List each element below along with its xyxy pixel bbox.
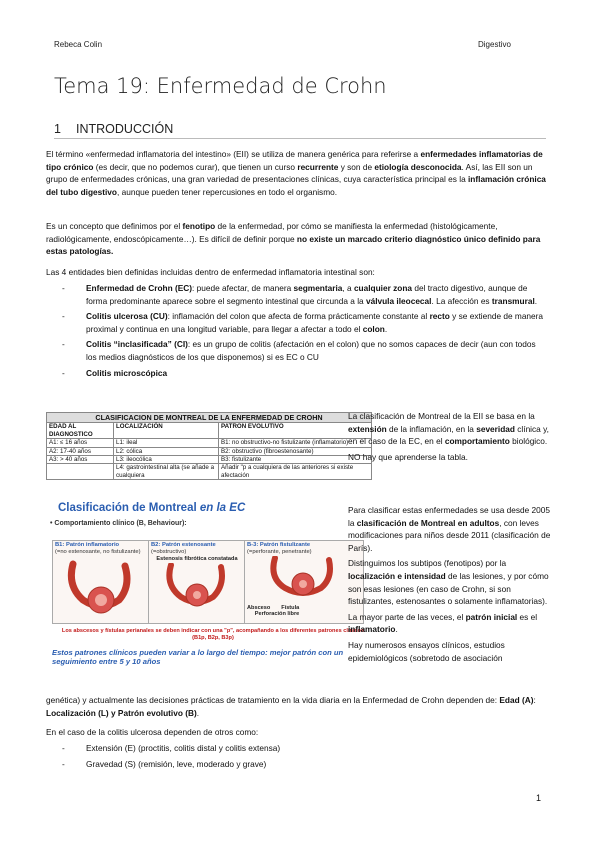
colon-stenosis-icon	[149, 563, 245, 609]
cu-list	[62, 742, 548, 773]
list-item: - Extensión (E) (proctitis, colitis distal y colitis extensa)	[62, 742, 548, 755]
table-cell: Añadir "p a cualquiera de las anteriores si existe afectación	[219, 464, 372, 480]
table-row	[47, 456, 372, 464]
panel-b3: B-3: Patrón fistulizante (=perforante, penetrante) Absceso Fístula Perforación libre	[244, 540, 364, 624]
figure-subtitle: • Comportamiento clínico (B, Behaviour):	[50, 520, 187, 527]
montreal-table	[46, 412, 372, 480]
table-caption: CLASIFICACION DE MONTREAL DE LA ENFERMEDAD DE CROHN	[46, 412, 372, 422]
table-row	[47, 439, 372, 447]
list-item: - Enfermedad de Crohn (EC): puede afectar, de manera segmentaria, a cualquier zona del tracto digestivo, aunque de forma predominante aparece sobre el segmento intestinal que circunda a la válvula ileocecal. La afección es transmural.	[62, 282, 548, 307]
table-cell: L2: cólica	[114, 447, 219, 455]
table-cell: L4: gastrointestinal alta (se añade a cualquiera	[114, 464, 219, 480]
right-paragraph: Distinguimos los subtipos (fenotipos) por la localización e intensidad de las lesiones, y por cómo son esas lesiones (en caso de Crohn, si son fistulizantes, estenosantes o solamente inflamatorias).	[348, 558, 549, 607]
list-item: - Colitis “inclasificada” (CI): es un grupo de colitis (afectación en el colon) que no somos capaces de decir (aun con todos los medios diagnósticos de los que disponemos) si es EC o CU	[62, 338, 548, 363]
right-column	[348, 410, 554, 466]
colon-fistula-icon	[245, 556, 363, 602]
table-header: PATRON EVOLUTIVO	[219, 423, 372, 439]
right-paragraph: Para clasificar estas enfermedades se usa desde 2005 la clasificación de Montreal en adultos, con leves modificaciones para niños desde 2011 (clasificación de París).	[348, 505, 551, 553]
page-number: 1	[536, 793, 542, 803]
table-cell: A2: 17-40 años	[47, 447, 114, 455]
table-header-row	[47, 423, 372, 439]
table-row	[47, 447, 372, 455]
right-paragraph: NO hay que aprenderse la tabla.	[348, 451, 468, 462]
table-cell: B3: fistulizante	[219, 456, 372, 464]
section-label: INTRODUCCIÓN	[76, 122, 174, 136]
list-item: - Colitis ulcerosa (CU): inflamación del colon que afecta de forma prácticamente constante al recto y se extiende de manera proximal y continua en una longitud variable, para llegar a afectar a todo el colon.	[62, 310, 548, 335]
table-header: LOCALIZACIÓN	[114, 423, 219, 439]
table-cell: L3: ileocólica	[114, 456, 219, 464]
page-title: Tema 19: Enfermedad de Crohn	[54, 74, 387, 98]
section-number: 1	[54, 122, 61, 136]
section-heading	[54, 122, 546, 139]
figure-title: Clasificación de Montreal en la EC	[58, 502, 246, 514]
table-cell	[47, 464, 114, 480]
panel-note: Estenosis fibrótica constatada	[156, 556, 238, 563]
table-cell: B2: obstructivo (fibroestenosante)	[219, 447, 372, 455]
right-column-2	[348, 504, 554, 667]
right-paragraph: La mayor parte de las veces, el patrón inicial es el inflamatorio.	[348, 611, 538, 635]
table-header: EDAD AL DIAGNOSTICO	[47, 423, 114, 439]
panel-b1: B1: Patrón inflamatorio (=no estenosante, no fistulizante)	[52, 540, 150, 624]
entities-list	[62, 282, 548, 382]
table-row	[47, 464, 372, 480]
colon-illustration-icon	[53, 556, 149, 616]
panel-b2: B2: Patrón estenosante (=obstructivo) Estenosis fibrótica constatada	[148, 540, 246, 624]
figure-red-note: Los abscesos y fístulas perianales se deben indicar con una "p", acompañando a los diferentes patrones clínicos (B1p, B2p, B3p)	[61, 628, 365, 641]
paragraph-entities: Las 4 entidades bien definidas incluidas dentro de enfermedad inflamatoria intestinal son:	[46, 267, 375, 277]
paragraph-cu: En el caso de la colitis ulcerosa dependen de otros como:	[46, 727, 259, 737]
panel-labels: Absceso Fístula Perforación libre	[247, 605, 300, 618]
paragraph-fenotipo: Es un concepto que definimos por el fenotipo de la enfermedad, por cómo se manifiesta la enfermedad (histológicamente, radiológicamente, endoscópicamente…). Es difícil de definir porque no existe un marcado criterio diagnóstico único definido para estas patologías.	[46, 221, 541, 257]
table-cell: A3: > 40 años	[47, 456, 114, 464]
table-cell: L1: ileal	[114, 439, 219, 447]
paragraph-continuation: genética) y actualmente las decisiones prácticas de tratamiento en la vida diaria en la Enfermedad de Crohn dependen de: Edad (A): Localización (L) y Patrón evolutivo (B).	[46, 695, 536, 718]
list-item: - Colitis microscópica	[62, 367, 548, 380]
header-author: Rebeca Colin	[54, 40, 103, 49]
right-paragraph: La clasificación de Montreal de la EII se basa en la extensión de la inflamación, en la severidad clínica y, en el caso de la EC, en el comportamiento biológico.	[348, 411, 549, 447]
header-subject: Digestivo	[478, 40, 511, 49]
table-cell: B1: no obstructivo-no fistulizante (inflamatorio)	[219, 439, 372, 447]
figure-blue-note: Estos patrones clínicos pueden variar a lo largo del tiempo: mejor patrón con un seguimiento entre 5 y 10 años	[52, 648, 344, 666]
right-paragraph: Hay numerosos ensayos clínicos, estudios epidemiológicos (sobretodo de asociación	[348, 639, 505, 663]
list-item: - Gravedad (S) (remisión, leve, moderado y grave)	[62, 758, 548, 771]
table-cell: A1: ≤ 16 años	[47, 439, 114, 447]
paragraph-intro: El término «enfermedad inflamatoria del intestino» (EII) se utiliza de manera genérica para referirse a enfermedades inflamatorias de tipo crónico (es decir, que no podemos curar), que tienen un curso recurrente y son de etiología desconocida. Así, las EII son un grupo de enfermedades crónicas, una gran variedad de presentaciones clínicas, cuya característica principal es la inflamación crónica del tubo digestivo, aunque pueden tener repercusiones en todo el organismo.	[46, 149, 546, 197]
